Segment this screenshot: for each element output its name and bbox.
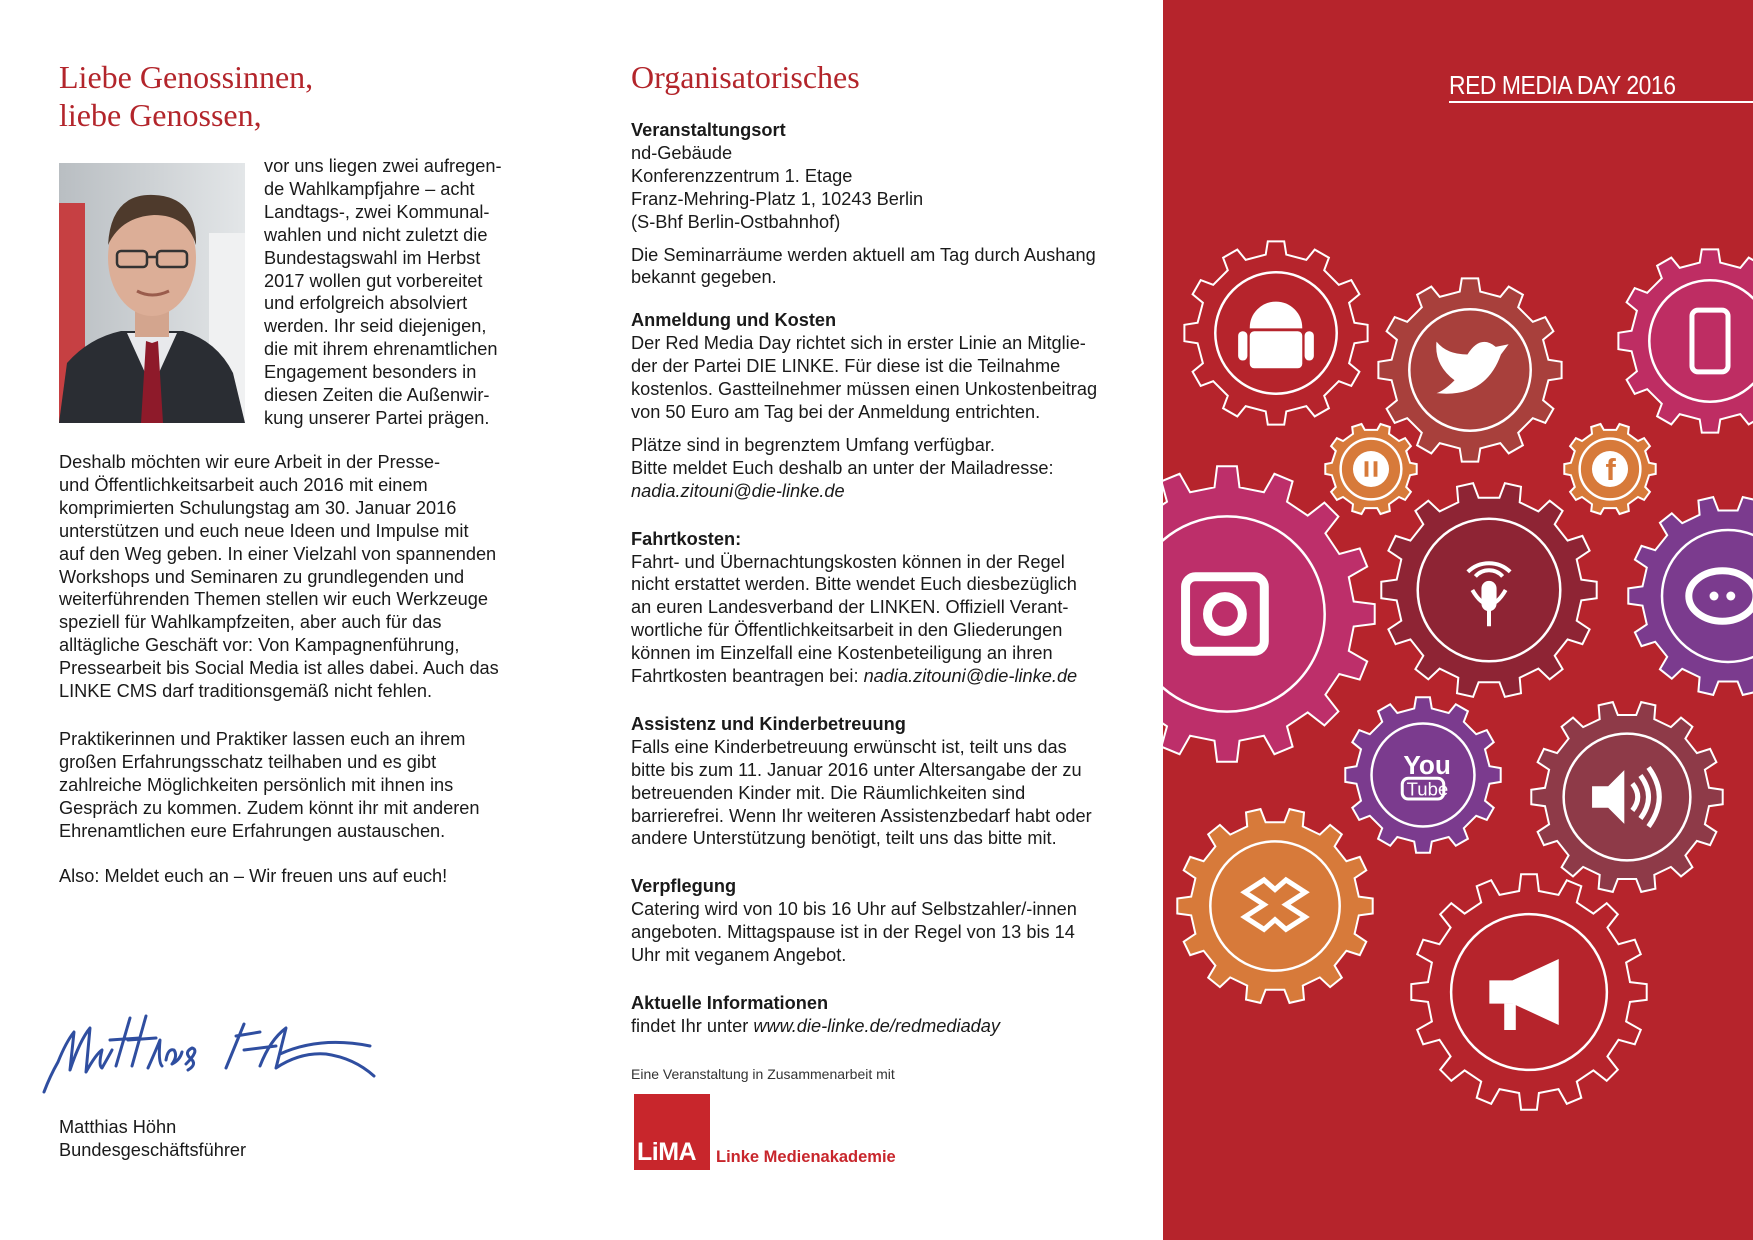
paragraph-line: unterstützen und euch neue Ideen und Impulse mit	[59, 520, 469, 541]
portrait-image	[59, 163, 245, 423]
gear-outline	[1163, 466, 1375, 761]
org-title: Organisatorisches	[631, 59, 860, 95]
chat-icon	[1628, 497, 1753, 695]
info-line	[631, 1015, 1121, 1038]
travel-last-prefix: Fahrtkosten beantragen bei:	[631, 666, 864, 687]
venue-line: (S-Bhf Berlin-Ostbahnhof)	[631, 211, 841, 232]
registration-line: Plätze sind in begrenztem Umfang verfügbar.	[631, 434, 995, 455]
paragraph-3	[59, 728, 539, 843]
event-title-underline	[1449, 101, 1753, 103]
assist-line: barrierefrei. Wenn Ihr weiteren Assistenzbedarf habt oder	[631, 805, 1092, 826]
paragraph-line: weiterführenden Themen stellen wir euch Werkzeuge	[59, 589, 488, 610]
venue-line: Konferenzzentrum 1. Etage	[631, 165, 853, 186]
greeting-line-1: Liebe Genossinnen,	[59, 59, 314, 95]
assist-line: andere Unterstützung benötigt, teilt uns das bitte mit.	[631, 828, 1057, 849]
gear-outline	[1531, 702, 1722, 892]
intro-line: werden. Ihr seid diejenigen,	[264, 316, 487, 337]
handwritten-signature	[40, 1010, 380, 1105]
svg-text:Tube: Tube	[1406, 778, 1449, 800]
travel-line: können im Einzelfall eine Kostenbeteiligung an ihren	[631, 643, 1053, 664]
paragraph-line: auf den Weg geben. In einer Vielzahl von spannenden	[59, 543, 497, 564]
info-prefix: findet Ihr unter	[631, 1015, 754, 1036]
paragraph-2	[59, 451, 539, 703]
travel-line: an euren Landesverband der LINKEN. Offiziell Verant-	[631, 597, 1069, 618]
info-url-link[interactable]: www.die-linke.de/redmediaday	[753, 1015, 1001, 1036]
assist-line: bitte bis zum 11. Januar 2016 unter Altersangabe der zu	[631, 759, 1082, 780]
registration-line: Bitte meldet Euch deshalb an unter der Mailadresse:	[631, 457, 1054, 478]
travel-email-link[interactable]: nadia.zitouni@die-linke.de	[863, 666, 1078, 687]
intro-line: diesen Zeiten die Außenwir-	[264, 385, 490, 406]
registration-line: von 50 Euro am Tag bei der Anmeldung entrichten.	[631, 401, 1041, 422]
intro-line: 2017 wollen gut vorbereitet	[264, 270, 483, 291]
venue-note-line: Die Seminarräume werden aktuell am Tag durch Aushang	[631, 244, 1096, 265]
info-heading: Aktuelle Informationen	[631, 993, 829, 1013]
intro-line: die mit ihrem ehrenamtlichen	[264, 339, 498, 360]
intro-line: und erfolgreich absolviert	[264, 293, 468, 314]
megaphone-icon	[1411, 874, 1646, 1109]
intro-line: Bundestagswahl im Herbst	[264, 247, 481, 268]
podcast-icon	[1381, 483, 1596, 697]
gear-outline	[1177, 809, 1372, 1003]
paragraph-line: Praktikerinnen und Praktiker lassen euch an ihrem	[59, 729, 466, 749]
venue-line: nd-Gebäude	[631, 142, 733, 163]
catering-line: Uhr mit veganem Angebot.	[631, 945, 847, 966]
signatory-role: Bundesgeschäftsführer	[59, 1139, 247, 1160]
event-title: RED MEDIA DAY 2016	[1449, 70, 1676, 100]
signature-graphic	[40, 1010, 380, 1100]
signatory	[59, 1116, 246, 1162]
catering-heading: Verpflegung	[631, 876, 737, 897]
gear-outline	[1618, 249, 1753, 432]
closing-line: Also: Meldet euch an – Wir freuen uns auf euch!	[59, 866, 448, 886]
paragraph-line: großen Erfahrungsschatz teilhaben und es gibt	[59, 751, 437, 772]
registration-line: Der Red Media Day richtet sich in erster Linie an Mitglie-	[631, 333, 1086, 354]
youtube-icon-glyph	[1402, 750, 1451, 800]
pause-icon	[1325, 424, 1416, 514]
intro-line: kung unserer Partei prägen.	[264, 407, 490, 428]
lima-logo-mark: LiMA	[637, 1138, 697, 1166]
assist-line: betreuenden Kinder mit. Die Räumlichkeiten sind	[631, 782, 1026, 803]
portrait-photo	[59, 163, 245, 423]
catering-line: angeboten. Mittagspause ist in der Regel von 13 bis 14	[631, 922, 1075, 943]
instagram-icon	[1163, 466, 1375, 761]
intro-line: vor uns liegen zwei aufregen-	[264, 156, 502, 176]
svg-text:You: You	[1403, 749, 1451, 780]
travel-line: wortliche für Öffentlichkeitsarbeit in den Gliederungen	[631, 620, 1063, 641]
paragraph-line: und Öffentlichkeitsarbeit auch 2016 mit einem	[59, 474, 428, 495]
paragraph-line: komprimierten Schulungstag am 30. Januar 2016	[59, 497, 457, 518]
travel-line: Fahrt- und Übernachtungskosten können in der Regel	[631, 551, 1065, 572]
organization-section	[631, 58, 1121, 1038]
facebook-icon	[1564, 424, 1655, 514]
paragraph-line: speziell für Wahlkampfzeiten, aber auch für das	[59, 612, 442, 633]
intro-line: Engagement besonders in	[264, 362, 477, 383]
travel-heading: Fahrtkosten:	[631, 528, 742, 549]
registration-line: der der Partei DIE LINKE. Für diese ist die Teilnahme	[631, 356, 1061, 377]
paragraph-line: Deshalb möchten wir eure Arbeit in der Presse-	[59, 452, 441, 472]
lima-logo	[634, 1094, 896, 1170]
red-cover-panel	[1163, 0, 1753, 1240]
android-icon	[1184, 241, 1367, 424]
intro-text	[264, 155, 524, 430]
venue-note-line: bekannt gegeben.	[631, 267, 777, 288]
partner-note: Eine Veranstaltung in Zusammenarbeit mit	[631, 1066, 895, 1082]
registration-email-link[interactable]: nadia.zitouni@die-linke.de	[631, 480, 845, 501]
intro-line: Landtags-, zwei Kommunal-	[264, 201, 490, 222]
smartphone-icon	[1618, 249, 1753, 432]
svg-text:f: f	[1605, 451, 1616, 487]
intro-line: de Wahlkampfjahre – acht	[264, 178, 475, 199]
venue-heading: Veranstaltungsort	[631, 120, 786, 140]
dropbox-icon	[1177, 809, 1372, 1003]
paragraph-line: LINKE CMS darf traditionsgemäß nicht fehlen.	[59, 681, 433, 702]
lima-logo-box	[634, 1094, 710, 1170]
intro-line: wahlen und nicht zuletzt die	[264, 224, 488, 245]
paragraph-line: Workshops und Seminaren zu grundlegenden und	[59, 566, 465, 587]
paragraph-line: Ehrenamtlichen eure Erfahrungen austauschen.	[59, 820, 446, 841]
greeting	[59, 58, 529, 134]
facebook-icon-glyph	[1592, 451, 1628, 487]
registration-heading: Anmeldung und Kosten	[631, 310, 837, 331]
paragraph-line: Gespräch zu kommen. Zudem könnt ihr mit anderen	[59, 797, 480, 818]
greeting-line-2: liebe Genossen,	[59, 97, 262, 133]
travel-last-line	[631, 665, 1121, 688]
catering-line: Catering wird von 10 bis 16 Uhr auf Selbstzahler/-innen	[631, 899, 1077, 920]
paragraph-line: alltägliche Geschäft vor: Von Kampagnenführung,	[59, 635, 460, 656]
paragraph-line: Pressearbeit bis Social Media ist alles dabei. Auch das	[59, 658, 499, 679]
signatory-name: Matthias Höhn	[59, 1117, 177, 1137]
twitter-icon	[1378, 278, 1561, 461]
registration-line: kostenlos. Gastteilnehmer müssen einen Unkostenbeitrag	[631, 379, 1098, 400]
assist-heading: Assistenz und Kinderbetreuung	[631, 713, 906, 734]
pause-icon-glyph	[1353, 451, 1389, 487]
gears-illustration	[1163, 0, 1753, 1240]
travel-line: nicht erstattet werden. Bitte wendet Euch diesbezüglich	[631, 574, 1077, 595]
youtube-icon	[1345, 697, 1500, 852]
speaker-icon	[1531, 702, 1722, 892]
lima-logo-name: Linke Medienakademie	[716, 1148, 896, 1166]
paragraph-line: zahlreiche Möglichkeiten persönlich mit ihnen ins	[59, 774, 454, 795]
assist-line: Falls eine Kinderbetreuung erwünscht ist, teilt uns das	[631, 736, 1067, 757]
venue-line: Franz-Mehring-Platz 1, 10243 Berlin	[631, 188, 924, 209]
